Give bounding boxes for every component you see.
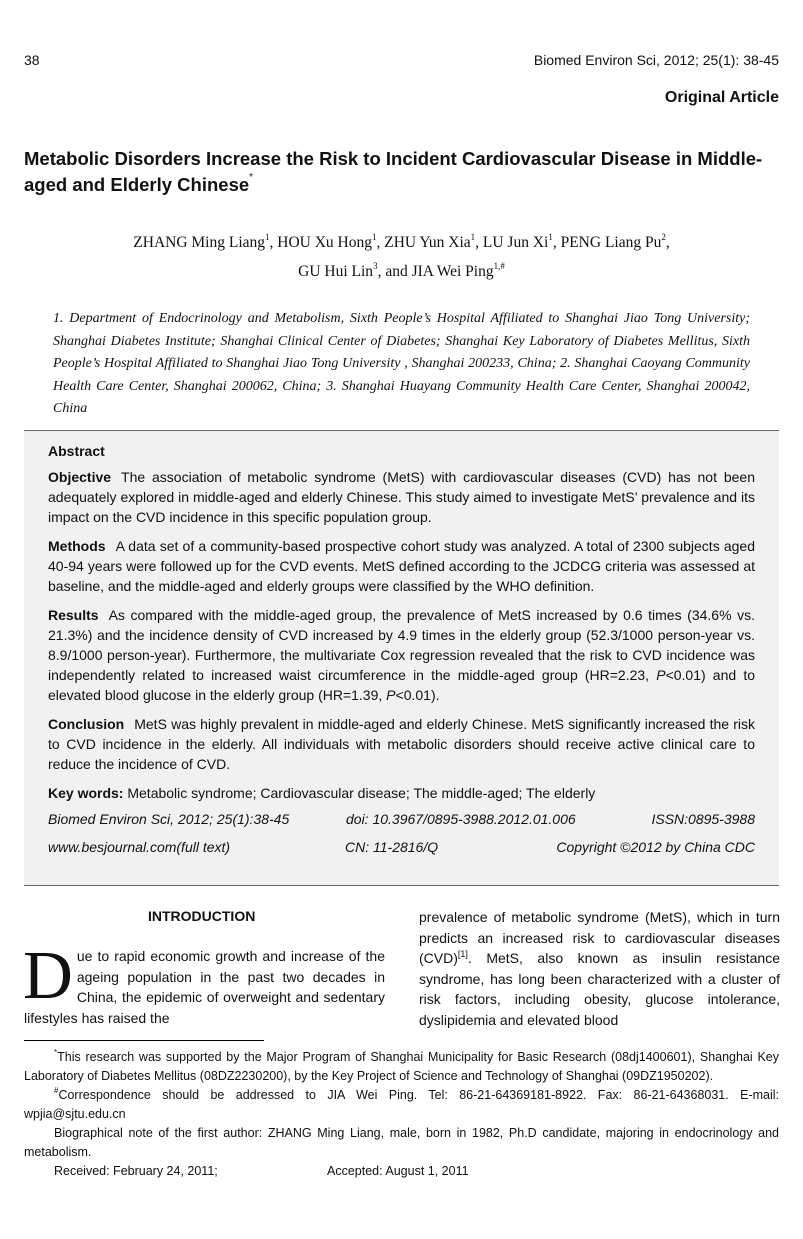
results-text: As compared with the middle-aged group, the prevalence of MetS increased by 0.6 times (34.6% vs. 21.3%) and the incidence density of CVD increased by 4.9 times in the elderly group (52.3/1000 person-year vs. 8.9/1000 person-year). Furthermore, the multivariate Cox regression revealed that the risk to CVD incidence was independently related to increased waist circumference in the middle-aged group (HR=2.23, [48, 607, 755, 683]
correspondence-note [24, 1086, 779, 1124]
cn-number: CN: 11-2816/Q [345, 839, 439, 855]
journal-reference: Biomed Environ Sci, 2012; 25(1): 38-45 [533, 52, 779, 68]
author-affiliation-mark: 1 [470, 232, 476, 242]
page-number: 38 [24, 52, 40, 68]
introduction-heading: INTRODUCTION [148, 908, 256, 924]
author-name: ZHU Yun Xia [384, 234, 471, 251]
intro-text: prevalence of metabolic syndrome (MetS), which in turn predicts an increased risk to cardiovascular diseases (CVD) [419, 909, 780, 966]
journal-website: www.besjournal.com(full text) [48, 839, 231, 855]
intro-text: ue to rapid economic growth and increase of the ageing population in the past two decades in China, the epidemic of overweight and sedentary lifestyles has raised the [24, 948, 385, 1026]
author-affiliation-mark: 1 [548, 232, 553, 242]
author-name: ZHANG Ming Liang [133, 234, 266, 251]
author-name: PENG Liang Pu [560, 234, 662, 251]
author-affiliation-mark: 2 [661, 232, 666, 242]
correspondence-mark: # [54, 1086, 59, 1095]
abstract-objective [48, 467, 755, 527]
citation-row [48, 807, 755, 835]
results-label: Results [48, 607, 99, 623]
p-value-symbol: P [386, 687, 396, 703]
drop-cap: D [23, 937, 73, 1013]
received-date: Received: February 24, 2011; [54, 1164, 218, 1178]
dates-row [24, 1162, 779, 1181]
correspondence-text: Correspondence should be addressed to JIA Wei Ping. Tel: 86-21-64369181-8922. Fax: 86-21-64368031. E-mail: wpjia@sjtu.edu.cn [24, 1088, 779, 1121]
title-footnote-mark: * [249, 172, 254, 183]
keywords-text: Metabolic syndrome; Cardiovascular disease; The middle-aged; The elderly [127, 785, 596, 801]
author-list: ZHANG Ming Liang$^1$, HOU Xu Hong$^1$, ZHU Yun Xia$^1$, LU Jun Xi$^1$, PENG Liang Pu$^2$, GU Hui Lin$^3$, and JIA Wei Ping$^{1,\#}$ [133, 232, 670, 280]
doi: doi: 10.3967/0895-3988.2012.01.006 [346, 811, 576, 827]
funding-text: This research was supported by the Major Program of Shanghai Municipality for Basic Research (08dj1400601), Shanghai Key Laboratory of Diabetes Mellitus (08DZ2230200), by the Key Project of Science and Technology of Shanghai (09DZ1950202). [24, 1050, 779, 1083]
title-text: Metabolic Disorders Increase the Risk to Incident Cardiovascular Disease in Middle-aged and Elderly Chinese [24, 148, 763, 195]
methods-label: Methods [48, 538, 106, 554]
author-affiliation-mark: 1,# [493, 261, 505, 271]
abstract-methods [48, 536, 755, 596]
results-text: <0.01). [395, 687, 440, 703]
results-text: <0.01) and to elevated blood glucose in the elderly group (HR=1.39, [48, 667, 755, 703]
funding-mark: * [54, 1048, 58, 1057]
article-title [24, 146, 779, 198]
objective-text: The association of metabolic syndrome (MetS) with cardiovascular diseases (CVD) has not been adequately explored in middle-aged and elderly Chinese. This study aimed to investigate MetS’ prevalence and its impact on the CVD incidence in this specific population group. [48, 469, 755, 525]
author-name: HOU Xu Hong [277, 234, 372, 251]
conclusion-text: MetS was highly prevalent in middle-aged and elderly Chinese. MetS significantly increased the risk to CVD incidence in the elderly. All individuals with metabolic disorders should receive active clinical care to reduce the incidence of CVD. [48, 716, 755, 772]
author-affiliation-mark: 3 [373, 261, 378, 271]
body-column-left [23, 937, 385, 1028]
accepted-date: Accepted: August 1, 2011 [327, 1164, 469, 1178]
abstract-conclusion [48, 714, 755, 774]
author-affiliation-mark: 1 [372, 232, 377, 242]
author-name: JIA Wei Ping [411, 263, 494, 280]
keywords-label: Key words: [48, 785, 124, 801]
author-affiliation-mark: 1 [265, 232, 270, 242]
copyright: Copyright ©2012 by China CDC [556, 839, 755, 855]
affiliations: 1. Department of Endocrinology and Metabolism, Sixth People’s Hospital Affiliated to Shanghai Jiao Tong University; Shanghai Diabetes Institute; Shanghai Clinical Center of Diabetes; Shanghai Key Laboratory of Diabetes Mellitus, Sixth People’s Hospital Affiliated to Shanghai Jiao Tong University , Shanghai 200233, China; 2. Shanghai Caoyang Community Health Care Center, Shanghai 200062, China; 3. Shanghai Huayang Community Health Care Center, Shanghai 200042, China [53, 311, 750, 416]
abstract-results [48, 605, 755, 705]
issn: ISSN:0895-3988 [651, 811, 755, 827]
citation-ref: [1] [457, 949, 468, 959]
methods-text: A data set of a community-based prospective cohort study was analyzed. A total of 2300 subjects aged 40-94 years were followed up for the CVD events. MetS defined according to the JCDCG criteria was assessed at baseline, and the middle-aged and elderly groups were classified by the WHO definition. [48, 538, 755, 594]
author-name: LU Jun Xi [482, 234, 549, 251]
biographical-note: Biographical note of the first author: ZHANG Ming Liang, male, born in 1982, Ph.D candidate, majoring in endocrinology and metabolism. [24, 1126, 779, 1159]
funding-note [24, 1048, 779, 1086]
journal-info-row [48, 835, 755, 863]
footnote-divider [24, 1040, 264, 1041]
objective-label: Objective [48, 469, 112, 485]
citation: Biomed Environ Sci, 2012; 25(1):38-45 [48, 811, 290, 827]
abstract-box [24, 430, 779, 886]
keywords [48, 783, 755, 803]
article-type-label: Original Article [664, 89, 779, 106]
body-column-right [419, 907, 780, 1030]
intro-text: . MetS, also known as insulin resistance syndrome, has long been characterized with a cluster of risk factors, including obesity, glucose intolerance, dyslipidemia and elevated blood [419, 950, 780, 1028]
author-name: GU Hui Lin [298, 263, 374, 280]
p-value-symbol: P [656, 667, 666, 683]
footnotes [24, 1048, 779, 1181]
conclusion-label: Conclusion [48, 716, 125, 732]
abstract-heading: Abstract [48, 443, 105, 459]
